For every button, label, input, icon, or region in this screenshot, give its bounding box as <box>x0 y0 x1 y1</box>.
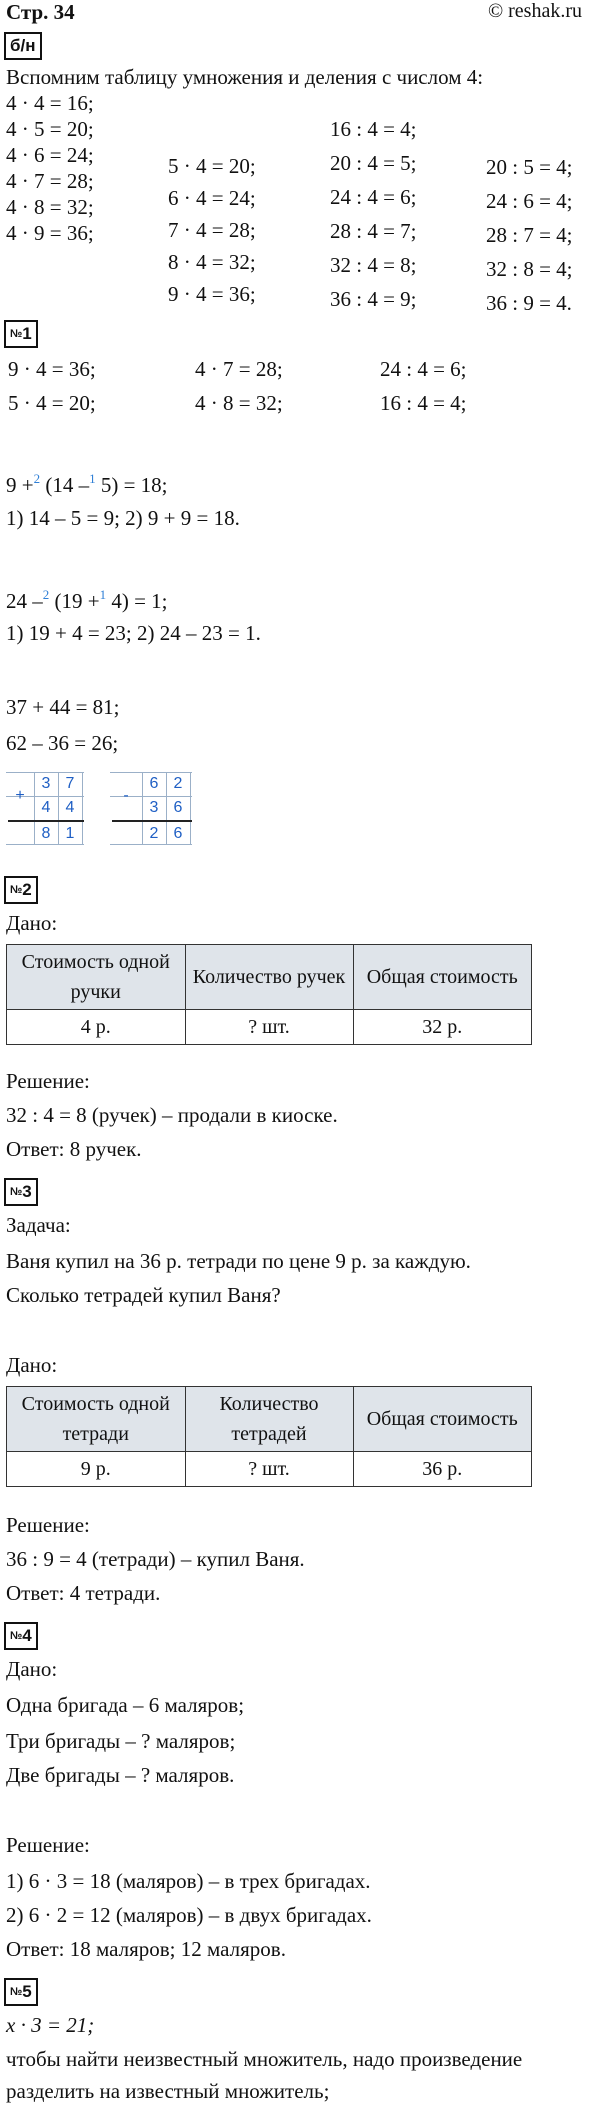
bn-col4-line: 36 : 9 = 4. <box>486 291 572 315</box>
n1-row2-c: 16 : 4 = 4; <box>380 391 467 415</box>
section-badge-bn-text: б/н <box>10 36 36 55</box>
n1-expression-1 <box>6 466 168 498</box>
bn-col3-line: 24 : 4 = 6; <box>330 185 417 209</box>
number-sign: № <box>10 884 23 896</box>
table-cell: 4 р. <box>7 1010 186 1045</box>
section-badge-3-text: 3 <box>22 1182 32 1201</box>
bn-col1-line: 4 · 6 = 24; <box>6 143 94 167</box>
bn-col1-line: 4 · 4 = 16; <box>6 91 94 115</box>
section-badge-3 <box>4 1178 38 1206</box>
n3-given-label: Дано: <box>6 1353 58 1377</box>
column-subtraction <box>110 770 194 850</box>
table-cell: 36 р. <box>353 1452 532 1487</box>
digit-cell: 4 <box>41 799 51 816</box>
section-badge-bn <box>4 32 42 60</box>
table-cell: ? шт. <box>185 1010 353 1045</box>
digit-cell: 3 <box>41 775 51 792</box>
bn-col1-line: 4 · 9 = 36; <box>6 221 94 245</box>
section-badge-5 <box>4 1978 38 2006</box>
expr2-order-1: 1 <box>99 587 107 602</box>
n3-solution-label: Решение: <box>6 1513 90 1537</box>
n1-sum-1: 37 + 44 = 81; <box>6 695 120 719</box>
expr2-part-c: 4) = 1; <box>111 589 168 613</box>
section-badge-1 <box>4 320 38 348</box>
bn-column-1 <box>6 90 94 246</box>
bn-col4-line: 32 : 8 = 4; <box>486 257 573 281</box>
expr1-part-c: 5) = 18; <box>100 473 168 497</box>
n4-solution-2: 2) 6 · 2 = 12 (маляров) – в двух бригадах. <box>6 1903 372 1927</box>
n1-sum-2: 62 – 36 = 26; <box>6 731 119 755</box>
n4-given-line-1: Одна бригада – 6 маляров; <box>6 1693 245 1717</box>
n5-rule-line-1: чтобы найти неизвестный множитель, надо произведение <box>6 2047 523 2071</box>
n2-given-table <box>6 944 532 1045</box>
table-header-cell: Общая стоимость <box>353 945 532 1010</box>
digit-cell: 7 <box>65 775 75 792</box>
bn-col2-line: 6 · 4 = 24; <box>168 186 256 210</box>
n1-row1-c: 24 : 4 = 6; <box>380 357 467 381</box>
bn-col3-line: 28 : 4 = 7; <box>330 219 417 243</box>
bn-col3-line: 32 : 4 = 8; <box>330 253 417 277</box>
bn-column-4 <box>486 150 573 320</box>
n4-answer: Ответ: 18 маляров; 12 маляров. <box>6 1937 286 1961</box>
bn-column-3 <box>330 112 417 316</box>
n4-solution-label: Решение: <box>6 1833 90 1857</box>
expr1-order-1: 1 <box>89 471 96 486</box>
operator-minus: - <box>123 787 129 804</box>
grid-line <box>190 772 191 844</box>
digit-cell: 6 <box>173 825 183 842</box>
n5-rule-line-2: разделить на известный множитель; <box>6 2079 330 2103</box>
n5-equation: x · 3 = 21; <box>6 2013 95 2037</box>
bn-col3-line: 16 : 4 = 4; <box>330 117 417 141</box>
site-credit: © reshak.ru <box>487 0 582 22</box>
bn-intro: Вспомним таблицу умножения и деления с числом 4: <box>6 65 484 89</box>
page-number: Стр. 34 <box>6 0 75 24</box>
bn-col2-line: 5 · 4 = 20; <box>168 154 256 178</box>
digit-cell: 8 <box>41 825 51 842</box>
n1-expression-2 <box>6 582 168 614</box>
number-sign: № <box>10 1186 23 1198</box>
n4-given-label: Дано: <box>6 1657 58 1681</box>
bn-col1-line: 4 · 8 = 32; <box>6 195 94 219</box>
table-header-cell: Общая стоимость <box>353 1387 532 1452</box>
bn-col1-line: 4 · 7 = 28; <box>6 169 94 193</box>
n1-expression-2-steps: 1) 19 + 4 = 23; 2) 24 – 23 = 1. <box>6 621 261 645</box>
digit-cell: 6 <box>149 775 159 792</box>
n3-task-label: Задача: <box>6 1213 71 1237</box>
bn-col2-line: 9 · 4 = 36; <box>168 282 256 306</box>
section-badge-2 <box>4 876 38 904</box>
table-header-cell: Стоимость одной тетради <box>7 1387 186 1452</box>
n3-answer: Ответ: 4 тетради. <box>6 1581 161 1605</box>
expr2-part-a: 24 – <box>6 589 43 613</box>
expr2-part-b: (19 + <box>54 589 100 613</box>
section-badge-5-text: 5 <box>22 1982 32 2001</box>
expr2-order-2: 2 <box>42 587 50 602</box>
digit-cell: 3 <box>149 799 159 816</box>
bn-col3-line: 20 : 4 = 5; <box>330 151 417 175</box>
n3-task-line-1: Ваня купил на 36 р. тетради по цене 9 р. за каждую. <box>6 1249 471 1273</box>
bn-column-2 <box>168 150 256 310</box>
expr1-part-a: 9 + <box>6 473 34 497</box>
table-header-cell: Стоимость одной ручки <box>7 945 186 1010</box>
operator-plus: + <box>15 787 25 804</box>
section-badge-2-text: 2 <box>22 880 32 899</box>
number-sign: № <box>10 328 23 340</box>
column-addition <box>6 770 86 850</box>
bn-col2-line: 8 · 4 = 32; <box>168 250 256 274</box>
n4-given-line-2: Три бригады – ? маляров; <box>6 1729 236 1753</box>
digit-cell: 6 <box>173 799 183 816</box>
table-header-row <box>7 945 532 1010</box>
bn-col1-line: 4 · 5 = 20; <box>6 117 94 141</box>
bn-col2-line: 7 · 4 = 28; <box>168 218 256 242</box>
digit-cell: 1 <box>65 825 75 842</box>
digit-cell: 4 <box>65 799 75 816</box>
bn-col4-line: 28 : 7 = 4; <box>486 223 573 247</box>
table-cell: 32 р. <box>353 1010 532 1045</box>
expr1-part-b: (14 – <box>45 473 90 497</box>
n3-task-line-2: Сколько тетрадей купил Ваня? <box>6 1283 281 1307</box>
expr1-order-2: 2 <box>33 471 41 486</box>
table-header-cell: Количество ручек <box>185 945 353 1010</box>
n3-given-table <box>6 1386 532 1487</box>
number-sign: № <box>10 1986 23 1998</box>
table-cell: ? шт. <box>185 1452 353 1487</box>
table-row <box>7 1452 532 1487</box>
digit-cell: 2 <box>149 825 159 842</box>
table-row <box>7 1010 532 1045</box>
n1-row2-a: 5 · 4 = 20; <box>8 391 96 415</box>
bn-col3-line: 36 : 4 = 9; <box>330 287 417 311</box>
section-badge-1-text: 1 <box>22 324 32 343</box>
n2-given-label: Дано: <box>6 911 58 935</box>
number-sign: № <box>10 1630 23 1642</box>
n4-given-line-3: Две бригады – ? маляров. <box>6 1763 235 1787</box>
grid-line <box>82 772 83 844</box>
section-badge-4 <box>4 1622 38 1650</box>
table-header-row <box>7 1387 532 1452</box>
digit-cell: 2 <box>173 775 183 792</box>
n2-solution: 32 : 4 = 8 (ручек) – продали в киоске. <box>6 1103 338 1127</box>
bn-col4-line: 20 : 5 = 4; <box>486 155 573 179</box>
n3-solution: 36 : 9 = 4 (тетради) – купил Ваня. <box>6 1547 305 1571</box>
n4-solution-1: 1) 6 · 3 = 18 (маляров) – в трех бригадах. <box>6 1869 371 1893</box>
n1-expression-1-steps: 1) 14 – 5 = 9; 2) 9 + 9 = 18. <box>6 506 240 530</box>
section-badge-4-text: 4 <box>22 1626 32 1645</box>
n1-row2-b: 4 · 8 = 32; <box>195 391 283 415</box>
n2-answer: Ответ: 8 ручек. <box>6 1137 142 1161</box>
bn-col4-line: 24 : 6 = 4; <box>486 189 573 213</box>
table-cell: 9 р. <box>7 1452 186 1487</box>
n2-solution-label: Решение: <box>6 1069 90 1093</box>
table-header-cell: Количество тетрадей <box>185 1387 353 1452</box>
n1-row1-a: 9 · 4 = 36; <box>8 357 96 381</box>
n1-row1-b: 4 · 7 = 28; <box>195 357 283 381</box>
